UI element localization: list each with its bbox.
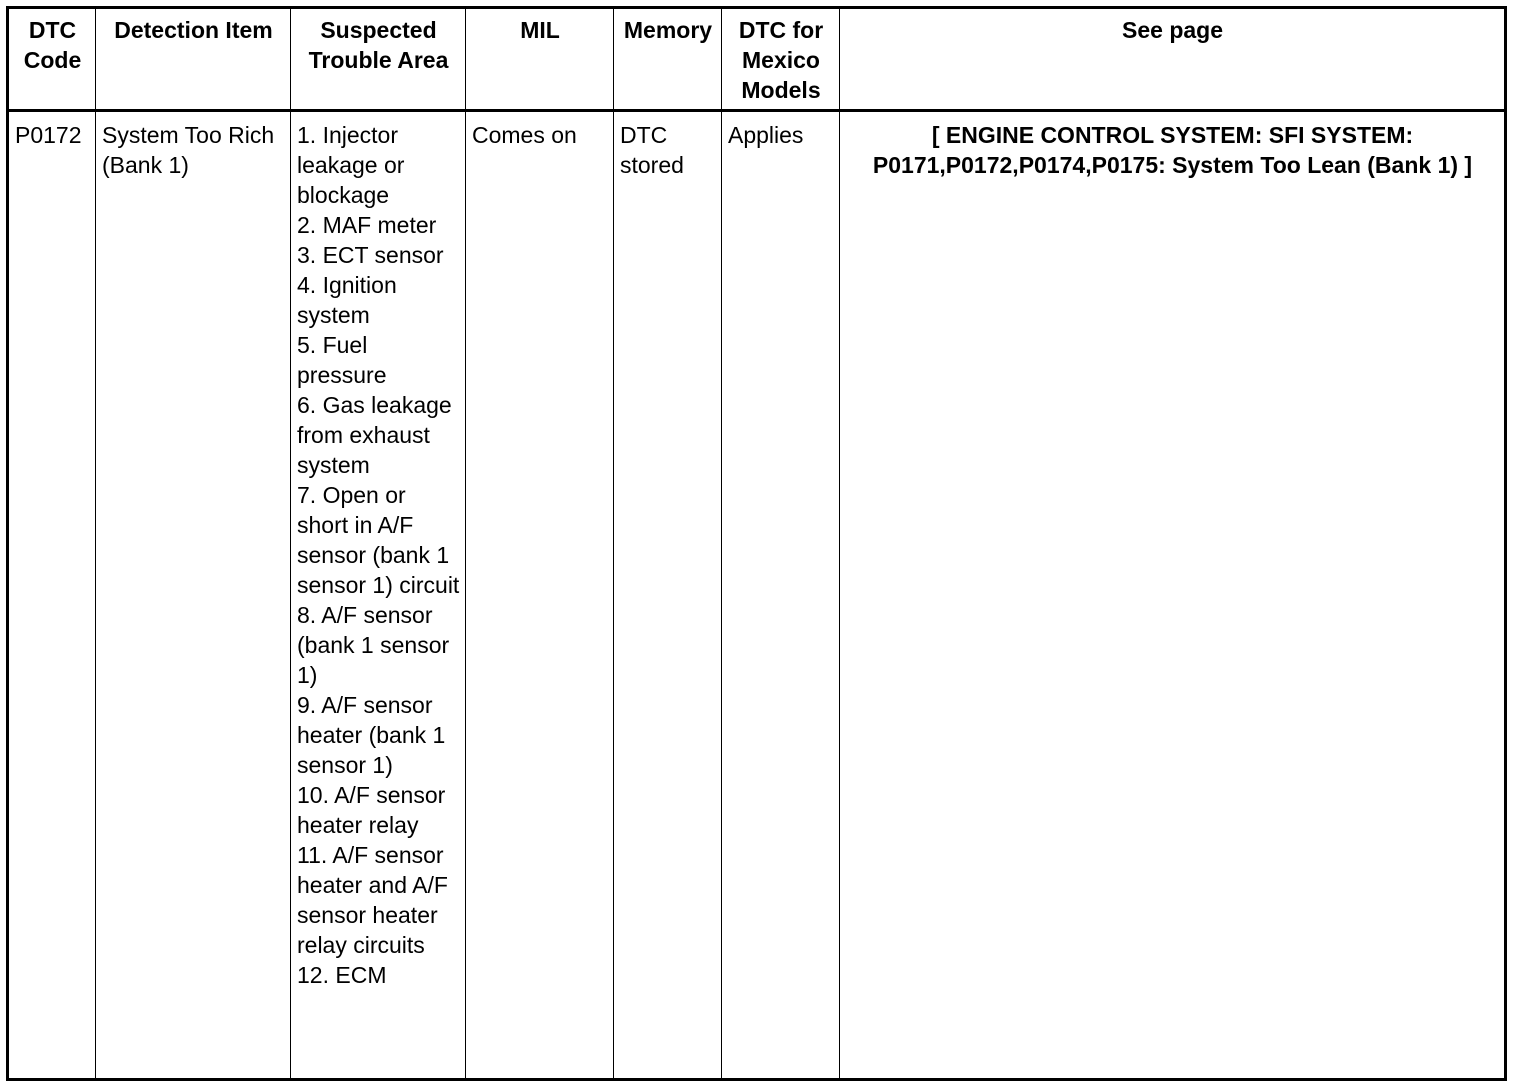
trouble-area-item: 7. Open or short in A/F sensor (bank 1 sensor 1) circuit bbox=[297, 482, 460, 598]
cell-mil: Comes on bbox=[466, 111, 614, 1080]
trouble-area-item: 12. ECM bbox=[297, 962, 387, 988]
header-detection-item: Detection Item bbox=[96, 8, 291, 111]
dtc-table bbox=[6, 6, 1507, 1081]
trouble-area-item: 11. A/F sensor heater and A/F sensor heater relay circuits bbox=[297, 842, 448, 958]
header-dtc-mexico: DTC for Mexico Models bbox=[722, 8, 840, 111]
cell-dtc-mexico: Applies bbox=[722, 111, 840, 1080]
header-dtc-code: DTC Code bbox=[8, 8, 96, 111]
trouble-area-item: 10. A/F sensor heater relay bbox=[297, 782, 446, 838]
cell-memory: DTC stored bbox=[614, 111, 722, 1080]
trouble-area-item: 3. ECT sensor bbox=[297, 242, 444, 268]
table-body bbox=[8, 111, 1506, 1080]
header-mil: MIL bbox=[466, 8, 614, 111]
trouble-area-item: 2. MAF meter bbox=[297, 212, 437, 238]
trouble-area-item: 9. A/F sensor heater (bank 1 sensor 1) bbox=[297, 692, 446, 778]
header-suspected-trouble-area: Suspected Trouble Area bbox=[291, 8, 466, 111]
trouble-area-item: 6. Gas leakage from exhaust system bbox=[297, 392, 452, 478]
trouble-area-item: 4. Ignition system bbox=[297, 272, 397, 328]
trouble-area-item: 8. A/F sensor (bank 1 sensor 1) bbox=[297, 602, 450, 688]
header-row bbox=[8, 8, 1506, 111]
cell-detection-item: System Too Rich (Bank 1) bbox=[96, 111, 291, 1080]
cell-suspected-trouble-area bbox=[291, 111, 466, 1080]
table-header bbox=[8, 8, 1506, 111]
cell-dtc-code: P0172 bbox=[8, 111, 96, 1080]
trouble-area-item: 1. Injector leakage or blockage bbox=[297, 122, 405, 208]
table-row bbox=[8, 111, 1506, 1080]
header-see-page: See page bbox=[840, 8, 1506, 111]
trouble-area-item: 5. Fuel pressure bbox=[297, 332, 387, 388]
see-page-link[interactable]: [ ENGINE CONTROL SYSTEM: SFI SYSTEM: P0171,P0172,P0174,P0175: System Too Lean (Bank 1) ] bbox=[840, 111, 1506, 1080]
header-memory: Memory bbox=[614, 8, 722, 111]
